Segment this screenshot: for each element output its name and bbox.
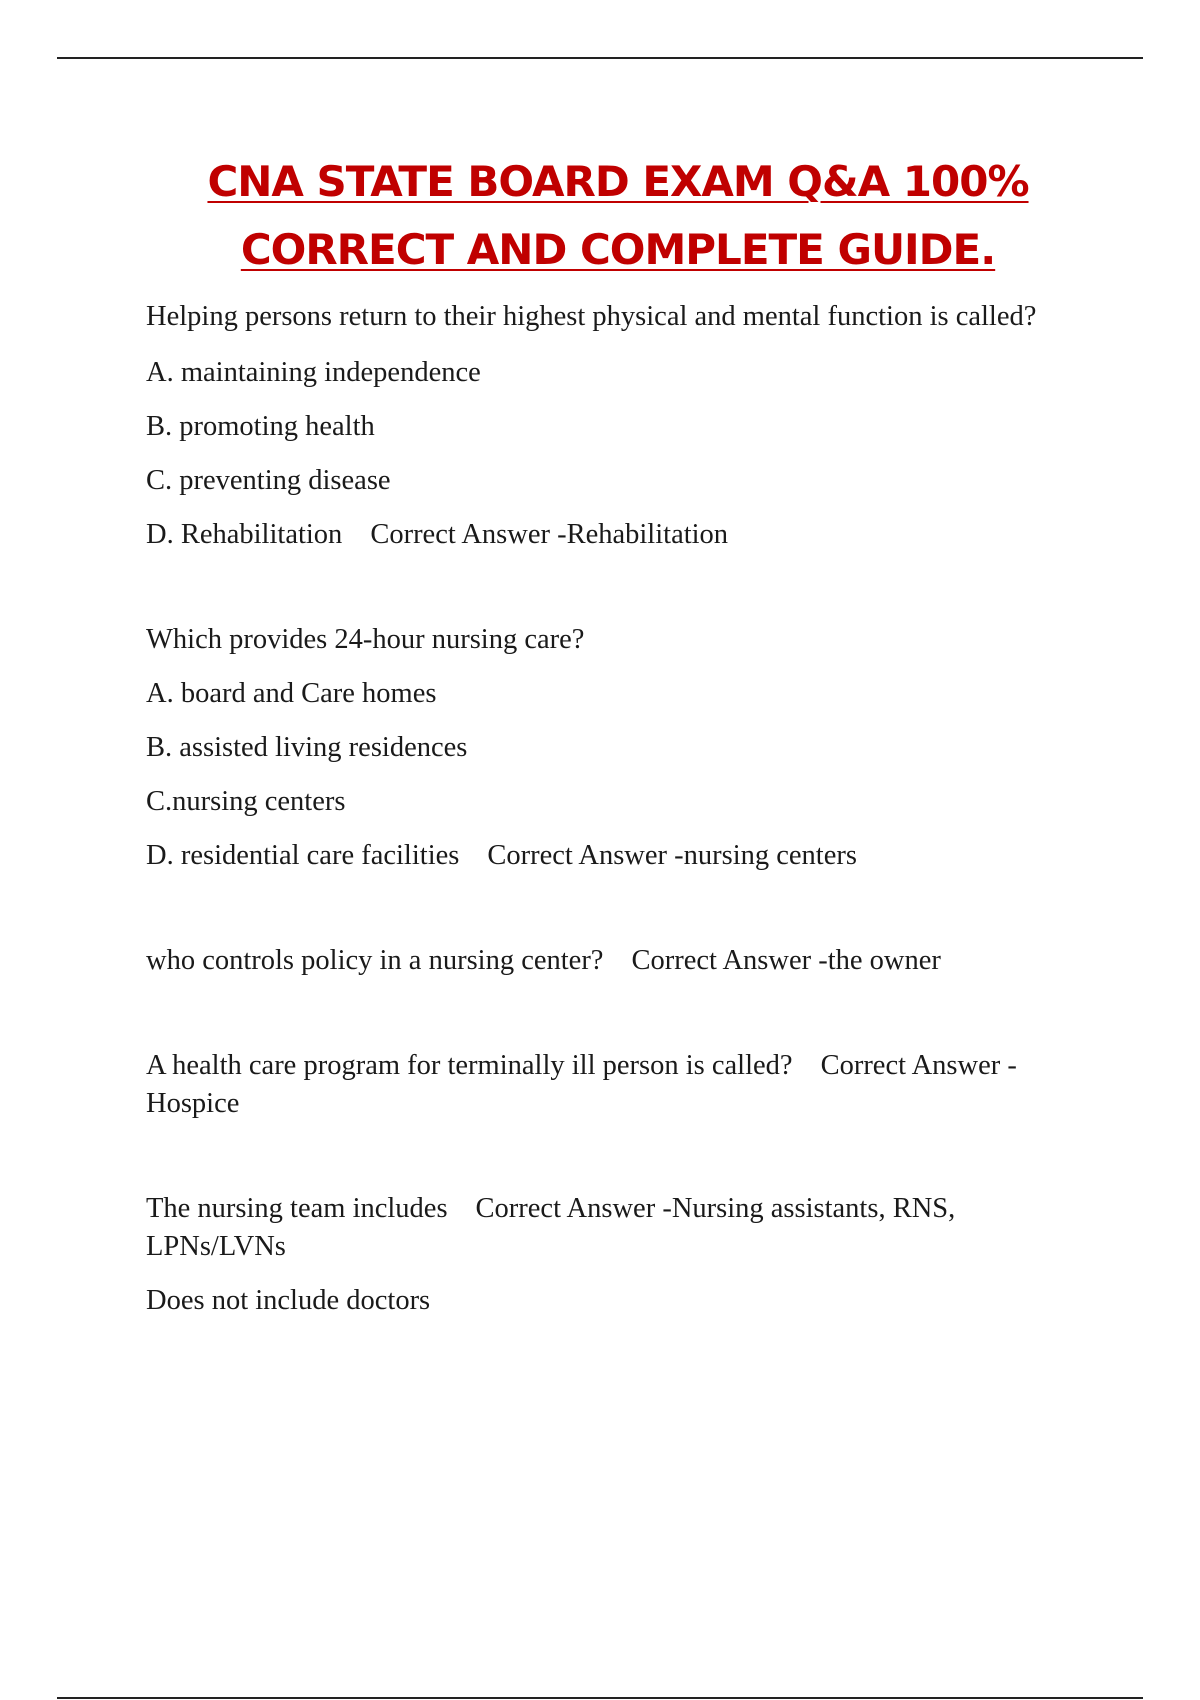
correct-answer: Correct Answer -Nursing assistants, RNS, LPNs/LVNs	[146, 1193, 956, 1262]
question-list	[146, 298, 1076, 1336]
correct-answer: Correct Answer -the owner	[631, 945, 941, 976]
title-line-2: CORRECT AND COMPLETE GUIDE.	[240, 225, 996, 274]
question-3	[146, 942, 1076, 980]
question-stem: who controls policy in a nursing center?	[146, 945, 604, 976]
option-c: C. preventing disease	[146, 465, 391, 496]
top-rule	[57, 57, 1143, 59]
option-c: C.nursing centers	[146, 786, 346, 817]
correct-answer: Correct Answer -Hospice	[146, 1050, 1017, 1119]
document-title	[0, 148, 1200, 284]
question-stem: The nursing team includes	[146, 1193, 448, 1224]
question-4	[146, 1047, 1076, 1123]
option-b: B. assisted living residences	[146, 732, 468, 763]
question-5	[146, 1190, 1076, 1320]
bottom-rule	[57, 1697, 1143, 1699]
title-line-1: CNA STATE BOARD EXAM Q&A 100%	[207, 157, 1029, 206]
answer-note: Does not include doctors	[146, 1285, 431, 1316]
option-a: A. maintaining independence	[146, 357, 481, 388]
option-b: B. promoting health	[146, 411, 375, 442]
option-d: D. Rehabilitation	[146, 519, 343, 550]
correct-answer: Correct Answer -Rehabilitation	[370, 519, 729, 550]
option-d-with-answer	[146, 837, 1076, 875]
question-stem: Helping persons return to their highest physical and mental function is called?	[146, 301, 1037, 332]
option-a: A. board and Care homes	[146, 678, 437, 709]
question-with-answer	[146, 1047, 1076, 1123]
question-with-answer	[146, 1190, 1076, 1266]
option-d: D. residential care facilities	[146, 840, 460, 871]
option-d-with-answer	[146, 516, 1076, 554]
question-stem: A health care program for terminally ill person is called?	[146, 1050, 793, 1081]
correct-answer: Correct Answer -nursing centers	[487, 840, 857, 871]
question-1	[146, 298, 1076, 554]
question-with-answer	[146, 942, 1076, 980]
question-stem: Which provides 24-hour nursing care?	[146, 624, 585, 655]
question-2	[146, 621, 1076, 875]
